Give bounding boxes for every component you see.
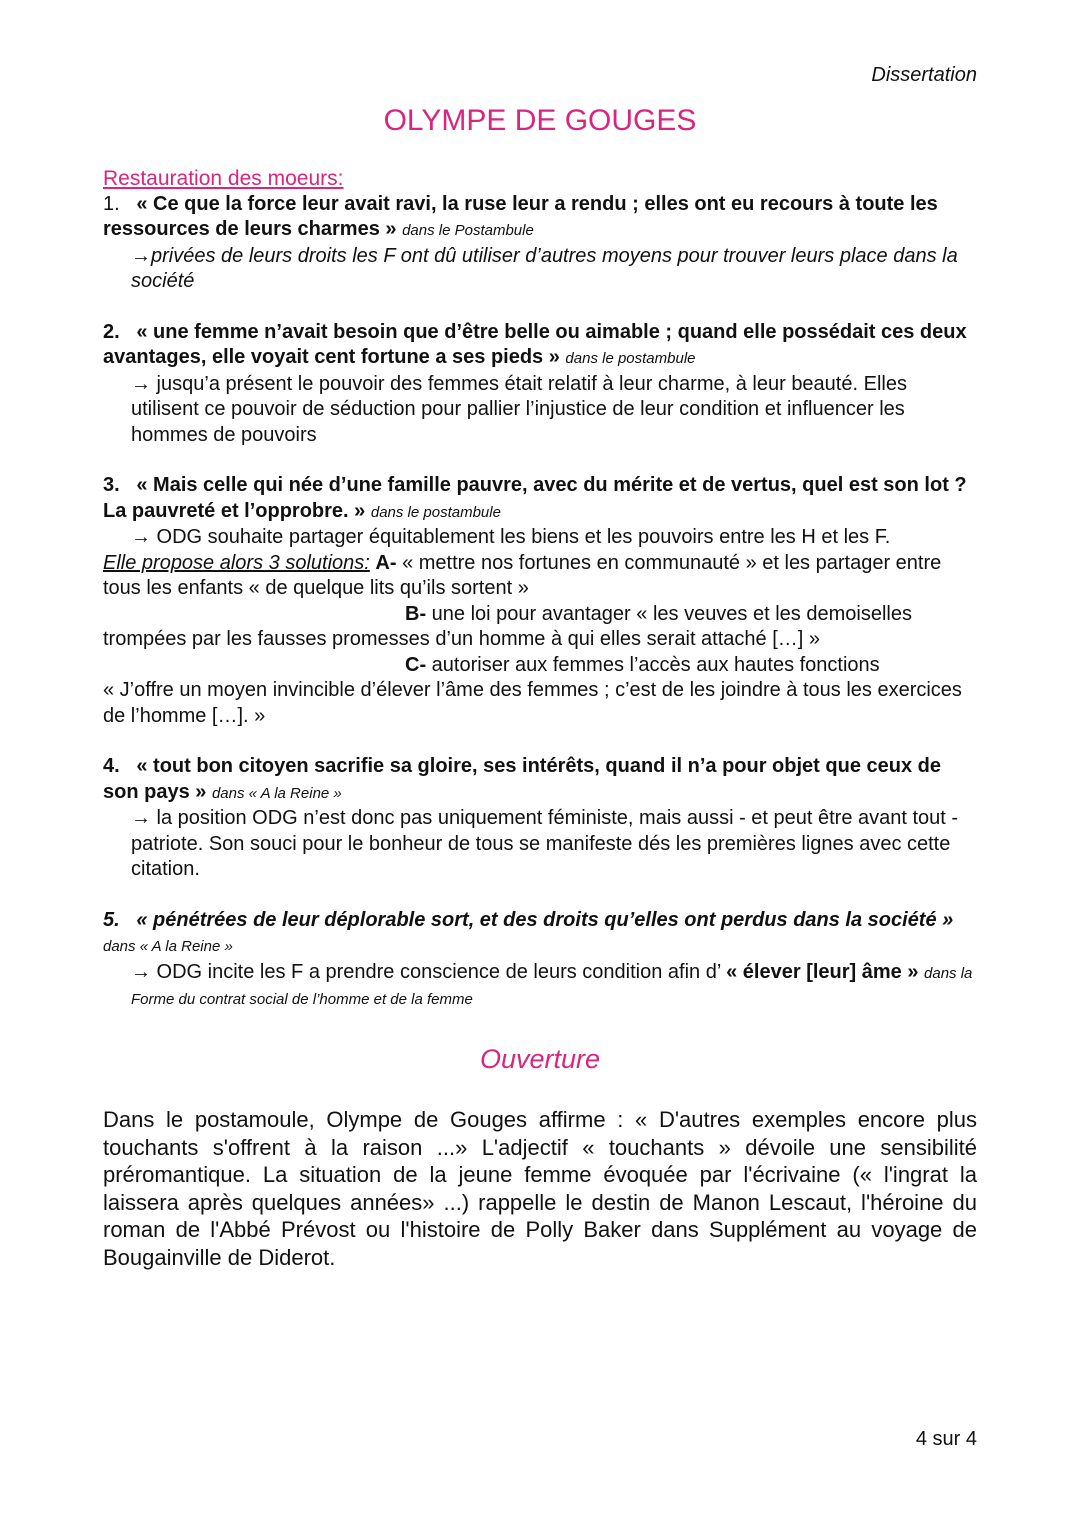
item-5-number: 5. <box>103 908 120 931</box>
item-5-comment-wrap <box>103 960 977 1013</box>
item-3-source: dans le postambule <box>370 503 501 521</box>
section-heading: Restauration des moeurs: <box>103 167 344 190</box>
solution-c <box>103 653 977 679</box>
item-3-quote: « Mais celle qui née d’une famille pauvre, avec du mérite et de vertus, quel est son lot ? La pauvreté et l’opprobre. » <box>103 474 967 522</box>
item-5-quote: « pénétrées de leur déplorable sort, et des droits qu’elles ont perdus dans la société » <box>136 908 954 931</box>
item-2 <box>103 320 977 449</box>
item-5 <box>103 908 977 1013</box>
item-3-comment: → ODG souhaite partager équitablement les biens et les pouvoirs entre les H et les F. <box>131 526 891 548</box>
item-5-source: dans « A la Reine » <box>103 938 233 955</box>
item-2-comment: → jusqu’a présent le pouvoir des femmes était relatif à leur charme, à leur beauté. Elles utilisent ce pouvoir de séduction pour pallier l’injustice de leur condition et influencer les hommes de pouvoirs <box>131 372 907 446</box>
solution-a-label: A- <box>375 551 397 574</box>
item-4-quote: « tout bon citoyen sacrifie sa gloire, ses intérêts, quand il n’a pour objet que ceux de son pays » <box>103 755 941 803</box>
solution-c-quote: « J’offre un moyen invincible d’élever l’âme des femmes ; c’est de les joindre à tous les exercices de l’homme […]. » <box>103 679 962 727</box>
item-1-comment: →privées de leurs droits les F ont dû utiliser d’autres moyens pour trouver leurs place dans la société <box>131 244 958 292</box>
solution-a <box>103 551 977 602</box>
item-4-source: dans « A la Reine » <box>211 784 342 802</box>
page-title: OLYMPE DE GOUGES <box>383 104 697 137</box>
item-1-quote: « Ce que la force leur avait ravi, la ruse leur a rendu ; elles ont eu recours à toute les ressources de leurs charmes » <box>103 192 938 240</box>
item-5-comment-quote: « élever [leur] âme » <box>726 960 919 983</box>
item-1 <box>103 192 977 295</box>
item-2-quote: « une femme n’avait besoin que d’être belle ou aimable ; quand elle possédait ces deux avantages, elle voyait cent fortune a ses pieds » <box>103 320 967 368</box>
item-5-comment: → ODG incite les F a prendre conscience de leurs condition afin d’ <box>131 960 721 983</box>
item-1-source: dans le Postambule <box>402 222 534 239</box>
solution-c-label: C- <box>405 653 427 676</box>
content <box>103 166 977 1271</box>
item-4-comment: → la position ODG n’est donc pas uniquement féministe, mais aussi - et peut être avant tout - patriote. Son souci pour le bonheur de tous se manifeste dés les premières lignes avec cette citation. <box>131 807 959 880</box>
solution-a-text: « mettre nos fortunes en communauté » et les partager entre tous les enfants « de quelque lits qu’ils sortent » <box>103 551 942 599</box>
solution-b-label: B- <box>405 602 427 625</box>
header-label: Dissertation <box>871 64 977 86</box>
item-3 <box>103 473 977 729</box>
ouverture-paragraph: Dans le postamoule, Olympe de Gouges affirme : « D'autres exemples encore plus touchants s'offrent à la raison ...» L'adjectif « touchants » dévoile une sensibilité préromantique. La situation de la jeune femme évoquée par l'écrivaine (« l'ingrat la laissera après quelques années» ...) rappelle le destin de Manon Lescaut, l'héroine du roman de l'Abbé Prévost ou l'histoire de Polly Baker dans Supplément au voyage de Bougainville de Diderot. <box>103 1107 977 1270</box>
page-number: 4 sur 4 <box>915 1428 977 1450</box>
item-5-comment-source: dans la Forme du contrat social de l’homme et de la femme <box>131 964 973 1008</box>
item-2-source: dans le postambule <box>565 350 696 367</box>
item-3-number: 3. <box>103 474 120 496</box>
solution-c-text: autoriser aux femmes l’accès aux hautes fonctions <box>431 653 880 676</box>
item-1-number: 1. <box>103 192 120 215</box>
item-4-number: 4. <box>103 755 120 777</box>
solution-b <box>103 602 977 653</box>
solutions-intro: Elle propose alors 3 solutions: <box>103 551 370 574</box>
solution-b-text: une loi pour avantager « les veuves et les demoiselles trompées par les fausses promesses d’un homme à qui elles serait attaché […] » <box>103 602 912 650</box>
item-4 <box>103 754 977 883</box>
ouverture-heading: Ouverture <box>479 1043 601 1074</box>
item-2-number: 2. <box>103 320 120 343</box>
